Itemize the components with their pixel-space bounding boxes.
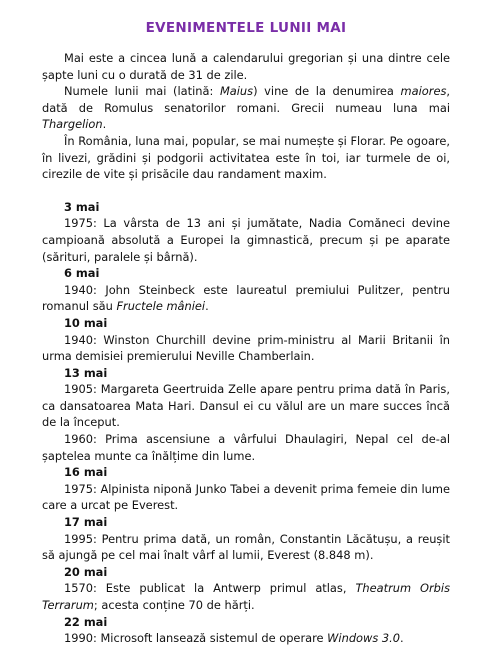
event-date-13-mai: 13 mai — [64, 365, 108, 380]
event-text: 1990: Microsoft lansează sistemul de operare Windows 3.0. — [64, 631, 404, 646]
event-text: 1940: John Steinbeck este laureatul premiului Pulitzer, pentru romanul său Fructele mâniei. — [42, 282, 450, 314]
section-spacer — [42, 183, 450, 199]
event-date-6-mai: 6 mai — [64, 266, 100, 281]
intro-paragraph-3: În România, luna mai, popular, se mai numește și Florar. Pe ogoare, în livezi, grădini și podgorii activitatea este în toi, iar turmele de oi, cirezile de vite și prisăcile dau randament maxim. — [42, 133, 450, 182]
event-text: 1570: Este publicat la Antwerp primul atlas, Theatrum Orbis Terrarum; acesta conține 70 de hărți. — [42, 581, 451, 612]
page-title: EVENIMENTELE LUNII MAI — [145, 20, 347, 36]
event-date-20-mai: 20 mai — [64, 564, 108, 579]
event-text: 1905: Margareta Geertruida Zelle apare pentru prima dată în Paris, ca dansatoarea Mata Hari. Dansul ei cu vălul are un mare succes încă de la început. — [42, 382, 450, 430]
event-date-10-mai: 10 mai — [64, 315, 108, 330]
event-date-3-mai: 3 mai — [64, 199, 100, 214]
event-date-22-mai: 22 mai — [64, 614, 108, 629]
document-page — [42, 20, 450, 647]
event-date-17-mai: 17 mai — [64, 515, 108, 530]
event-text: 1975: Alpinista niponă Junko Tabei a devenit prima femeie din lume care a urcat pe Everest. — [42, 481, 450, 513]
event-text: 1960: Prima ascensiune a vârfului Dhaulagiri, Nepal cel de-al șaptelea munte ca înălțime din lume. — [42, 432, 450, 463]
event-text: 1940: Winston Churchill devine prim-ministru al Marii Britanii în urma demisiei premierului Neville Chamberlain. — [42, 332, 450, 364]
intro-paragraph-2: Numele lunii mai (latină: Maius) vine de la denumirea maiores, dată de Romulus senatorilor romani. Grecii numeau luna mai Thargelion. — [42, 84, 451, 132]
event-text: 1975: La vârsta de 13 ani și jumătate, Nadia Comăneci devine campioană absolută a Europei la gimnastică, precum și pe aparate (sărituri, paralele și bârnă). — [42, 216, 450, 264]
event-date-16-mai: 16 mai — [64, 465, 108, 480]
event-text: 1995: Pentru prima dată, un român, Constantin Lăcătușu, a reușit să ajungă pe cel mai înalt vârf al lumii, Everest (8.848 m). — [42, 531, 450, 563]
intro-paragraph-1: Mai este a cincea lună a calendarului gregorian și una dintre cele șapte luni cu o durată de 31 de zile. — [42, 51, 450, 82]
